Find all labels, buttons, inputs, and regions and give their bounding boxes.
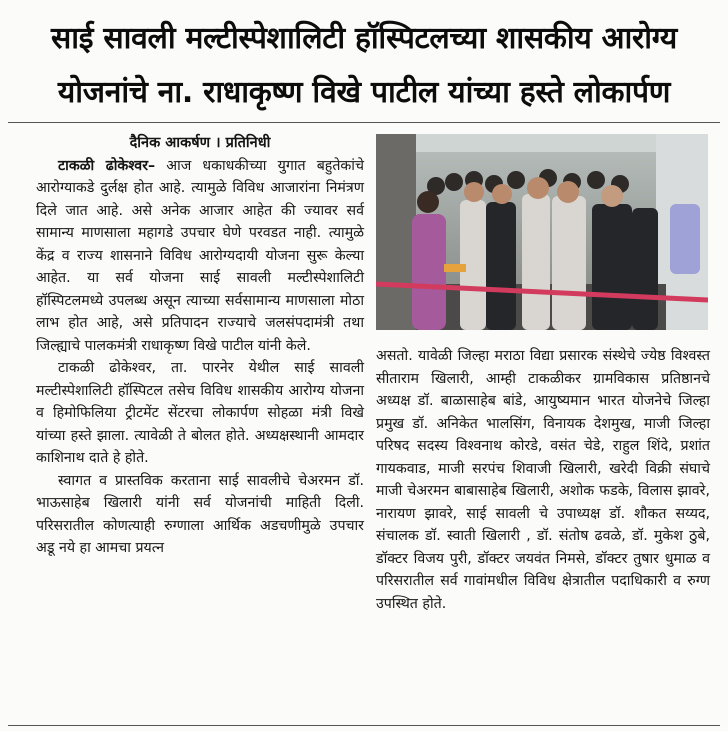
article-column-left (36, 132, 364, 560)
byline: दैनिक आकर्षण । प्रतिनिधी (129, 135, 271, 151)
article-paragraph-1-text: आज धकाधकीच्या युगात बहुतेकांचे आरोग्याकडे दुर्लक्ष होत आहे. त्यामुळे विविध आजारांना निमंत्रण दिले जात आहे. असे अनेक आजार आहेत की ज्यावर सर्व सामान्य माणसाला महागडे उपचार घेणे परवडत नाही. त्यामुळे केंद्र व राज्य शासनाने विविध आरोग्यदायी योजना सुरू केल्या आहेत. या सर्व योजना साई सावली मल्टीस्पेशालिटी हॉस्पिटलमध्ये उपलब्ध असून त्याच्या सर्वसामान्य माणसाला मोठा लाभ होत आहे, असे प्रतिपादन राज्याचे जलसंपदामंत्री तथा जिल्ह्याचे पालकमंत्री राधाकृष्ण विखे पाटील यांनी केले. (36, 157, 364, 354)
article-paragraph-3: स्वागत व प्रास्तविक करताना साई सावलीचे चेअरमन डॉ. भाऊसाहेब खिलारी यांनी सर्व योजनांची माहिती दिली. परिसरातील कोणत्याही रुग्णाला आर्थिक अडचणीमुळे उपचार अडू नये हा आमचा प्रयत्न (36, 472, 364, 556)
news-photo (376, 134, 708, 330)
article-paragraph-4: असतो. यावेळी जिल्हा मराठा विद्या प्रसारक संस्थेचे ज्येष्ठ विश्वस्त सीताराम खिलारी, आम्ही टाकळीकर ग्रामविकास प्रतिष्ठानचे अध्यक्ष डॉ. बाळासाहेब बांडे, आयुष्यमान भारत योजनेचे जिल्हा प्रमुख डॉ. अनिकेत भालसिंग, विनायक देशमुख, माजी जिल्हा परिषद सदस्य विश्वनाथ कोरडे, वसंत चेडे, राहुल शिंदे, प्रशांत गायकवाड, माजी सरपंच शिवाजी खिलारी, खरेदी विक्री संघाचे माजी चेअरमन बाबासाहेब खिलारी, अशोक फडके, विलास झावरे, नारायण झावरे, साई सावली चे उपाध्यक्ष डॉ. शौकत सय्यद, संचालक डॉ. स्वाती खिलारी , डॉ. संतोष ढवळे, डॉ. मुकेश ठुबे, डॉक्टर विजय पुरी, डॉक्टर जयवंत निमसे, डॉक्टर तुषार धुमाळ व परिसरातील सर्व गावांमधील विविध क्षेत्रातील पदाधिकारी व रुग्ण उपस्थित होते. (376, 348, 710, 612)
article-paragraph-2: टाकळी ढोकेश्वर, ता. पारनेर येथील साई सावली मल्टीस्पेशालिटी हॉस्पिटल तसेच विविध शासकीय आरोग्य योजना व हिमोफिलिया ट्रीटमेंट सेंटरचा लोकार्पण सोहळा मंत्री विखे यांच्या हस्ते झाला. त्यावेळी ते बोलत होते. अध्यक्षस्थानी आमदार काशिनाथ दाते हे होते. (36, 360, 364, 466)
headline-line-1: साई सावली मल्टीस्पेशालिटी हॉस्पिटलच्या शासकीय आरोग्य (51, 21, 677, 56)
bottom-rule (8, 725, 720, 726)
headline-rule (8, 122, 720, 123)
dateline: टाकळी ढोकेश्वर– (58, 157, 156, 174)
headline-line-2: योजनांचे ना. राधाकृष्ण विखे पाटील यांच्या हस्ते लोकार्पण (57, 75, 671, 110)
article-paragraph-1 (36, 155, 364, 358)
article-column-right (376, 345, 710, 615)
photo-inauguration-scene (376, 134, 708, 330)
